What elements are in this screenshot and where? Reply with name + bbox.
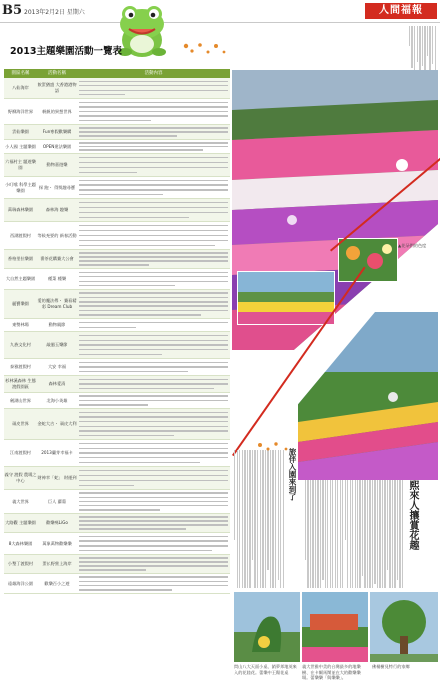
event-content-cell (77, 78, 230, 98)
bottom-photo-park (302, 592, 368, 662)
issue-date: 2013年2月2日 星期六 (24, 9, 85, 16)
event-name-cell: 番茶花購賽大公會 (40, 256, 74, 261)
article-headline: 熙來人攘賞花趣 (407, 480, 418, 550)
table-row (4, 222, 230, 250)
table-row (4, 140, 230, 154)
table-row (4, 199, 230, 222)
table-row (4, 359, 230, 376)
event-content-cell (77, 514, 230, 532)
event-name-cell: 動物親節 (48, 322, 66, 327)
park-name-cell: 雲仙樂園 (12, 129, 29, 134)
park-name-cell: 大路觀 主題樂園 (5, 520, 36, 525)
event-name-cell: 2013蘭芽幸福卡 (41, 450, 73, 455)
event-content-cell (77, 533, 230, 554)
event-content-cell (77, 269, 230, 289)
park-name-cell: 劍湖山世界 (10, 397, 31, 403)
caption-bottom-left: 閃山八大天面小桌、銷夢邦地英來入的花陸花。蕾樂中王陽花桌 (234, 664, 297, 675)
event-name-cell: 歡樂百小之遊 (44, 580, 70, 586)
event-content-cell (77, 222, 230, 249)
table-row (4, 440, 230, 467)
article-body-right (305, 480, 403, 588)
event-name-cell: 愛的魔法傳・ 賽看精彩 Dream Club (37, 298, 77, 309)
park-name-cell: 義大世界 (12, 498, 29, 504)
event-content-cell (77, 177, 230, 198)
event-name-cell: OPEN建法樂園 (42, 143, 72, 149)
newspaper-logo: 人間福報 (365, 3, 437, 19)
event-content-cell (77, 574, 230, 593)
table-row (4, 125, 230, 140)
article-body-left (234, 450, 284, 588)
table-row (4, 514, 230, 533)
theme-park-event-table (4, 69, 230, 594)
event-content-cell (77, 376, 230, 392)
table-row (4, 393, 230, 409)
event-name-cell: 動物嘉遊樂 (46, 162, 68, 167)
page-header (0, 0, 440, 23)
park-name-cell: 小人國 主題樂園 (5, 143, 36, 149)
flower-decoration-icon (180, 40, 230, 60)
caption-flower-closeup: ▲花朵們的色度 (398, 243, 427, 248)
column-header-event: 活動名稱 (48, 71, 66, 76)
table-row (4, 467, 230, 490)
event-content-cell (77, 490, 230, 513)
table-row (4, 78, 230, 99)
frog-mascot-icon (115, 2, 170, 58)
article-subheadline: 旅伴入園來到了 (288, 448, 297, 501)
event-content-cell (77, 99, 230, 124)
event-name-cell: 飲蛋猶盛 大香港港物語 (37, 82, 77, 93)
table-row (4, 574, 230, 594)
event-content-cell (77, 555, 230, 573)
table-row (4, 290, 230, 319)
park-name-cell: 西湖渡假村 (10, 232, 31, 238)
park-name-cell: 泰雅渡假村 (10, 364, 31, 369)
park-name-cell: 香格里拉樂園 (7, 256, 34, 261)
table-row (4, 409, 230, 440)
event-name-cell: 種菜 種樂 (47, 276, 67, 281)
caption-bottom-right: 佛桶樹見特行的家鄉 (372, 664, 410, 669)
event-content-cell (77, 250, 230, 268)
park-name-cell: 義守 渡假 農場之中心 (4, 472, 37, 483)
garden-walkway-photo (237, 271, 335, 325)
table-row (4, 177, 230, 199)
park-name-cell: 江南渡假村 (10, 450, 31, 455)
park-name-cell: 八仙海岸 (12, 85, 29, 90)
park-name-cell: 8大森林樂園 (8, 540, 33, 546)
event-name-cell: 蛋仏野營上海岸 (42, 561, 72, 566)
event-name-cell: 等候充要的 新春活動 (37, 232, 77, 238)
park-name-cell: 六福村主 題遊樂園 (5, 159, 36, 170)
park-name-cell: 大自然主題樂園 (5, 276, 36, 281)
table-row (4, 250, 230, 269)
table-row (4, 99, 230, 125)
event-name-cell: 歡樂嗎LiGo (46, 520, 68, 525)
event-content-cell (77, 393, 230, 408)
garden-landscape-photo (298, 312, 438, 480)
event-name-cell: 森林愛清 (48, 381, 66, 386)
page-number: B5 (2, 3, 23, 18)
bottom-photo-sculpture (234, 592, 300, 662)
caption-bottom-mid: 義大世雅中美的台灣最多的地樂樹、在卡爾馬鬧並在大的歡樂樂場。蕾樂樂「與樂樂」。 (302, 664, 361, 680)
event-content-cell (77, 409, 230, 439)
event-content-cell (77, 359, 230, 375)
event-content-cell (77, 440, 230, 466)
park-name-cell: 麗寶樂園 (12, 301, 29, 306)
event-name-cell: 大安 幸福 (47, 364, 67, 369)
event-content-cell (77, 140, 230, 153)
event-name-cell: 財神幸「蛇」 財運到 (37, 475, 77, 480)
column-header-content: 活動內容 (144, 71, 163, 76)
park-name-cell: 萬瑞森林樂園 (7, 207, 34, 212)
table-row (4, 154, 230, 177)
event-name-cell: 探 跑・ 得獎趣尋寶 (38, 184, 76, 190)
park-name-cell: 野柳海洋世界 (7, 108, 34, 114)
event-content-cell (77, 199, 230, 221)
article-title: 2013主題樂園活動一覽表 (10, 46, 122, 57)
bottom-photo-tree (370, 592, 438, 662)
event-content-cell (77, 467, 230, 489)
event-name-cell: 北海小英雄 (46, 397, 68, 403)
park-name-cell: 小叮噹 科學主題樂園 (5, 181, 36, 193)
event-name-cell: 帆帆的異想世界 (42, 108, 72, 114)
park-name-cell: 九族文化村 (10, 342, 31, 347)
table-row (4, 319, 230, 332)
park-name-cell: 小墾丁渡假村 (7, 561, 34, 566)
event-name-cell: 金蛇大吉・ 頑皮大利 (37, 421, 77, 426)
event-content-cell (77, 154, 230, 176)
event-name-cell: 巨人 蘿蔔 (47, 498, 67, 504)
table-row (4, 376, 230, 393)
table-body (4, 78, 230, 594)
event-name-cell: 森林海 趣樂 (45, 207, 69, 212)
park-name-cell: 東勢林場 (12, 322, 29, 327)
table-row (4, 555, 230, 574)
event-name-cell: 敲風玉樂節 (46, 342, 68, 347)
park-name-cell: 頑皮世界 (12, 421, 29, 426)
event-name-cell: Fun寒假歡樂購 (42, 129, 72, 134)
table-row (4, 332, 230, 359)
table-row (4, 269, 230, 290)
event-content-cell (77, 319, 230, 331)
event-name-cell: 萬象萬物歡樂樂 (42, 540, 72, 546)
event-content-cell (77, 290, 230, 318)
side-text-column (402, 26, 436, 72)
flower-decoration-mid-icon (256, 440, 296, 454)
park-name-cell: 遠雄海洋公園 (7, 580, 34, 586)
table-row (4, 533, 230, 555)
flower-closeup-photo (338, 238, 398, 282)
column-header-park: 園區名稱 (11, 71, 30, 76)
table-row (4, 490, 230, 514)
event-content-cell (77, 125, 230, 139)
park-name-cell: 杉林溪森林 生態渡假園區 (5, 378, 36, 389)
table-header (4, 69, 230, 78)
event-content-cell (77, 332, 230, 358)
